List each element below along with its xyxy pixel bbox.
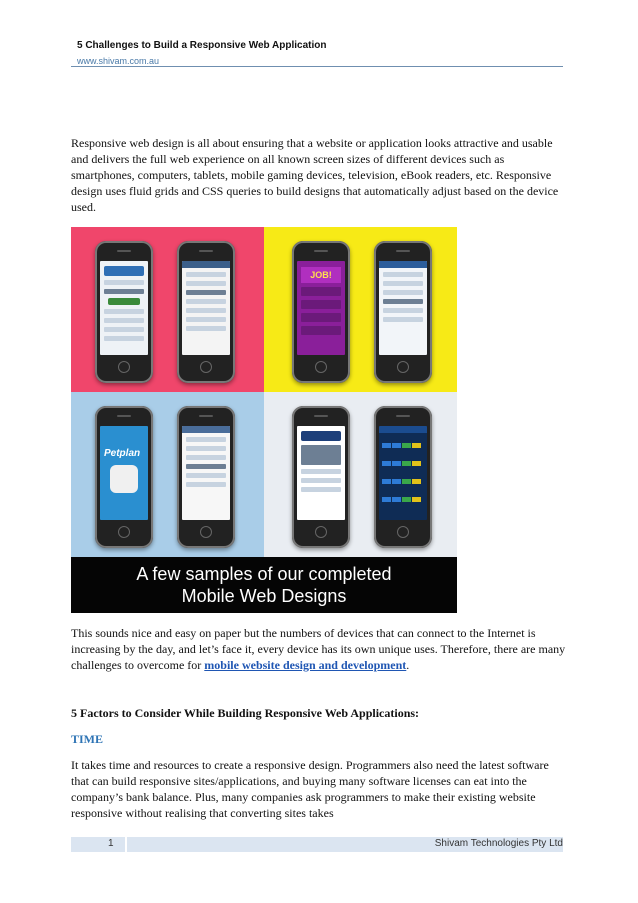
petplan-logo-text: Petplan xyxy=(104,448,141,459)
image-caption xyxy=(71,557,457,613)
mobile-design-link[interactable]: mobile website design and development xyxy=(204,658,407,672)
time-paragraph: It takes time and resources to create a responsive design. Programmers also need the latest software that can build responsive sites/applications, and buying many software licenses can eat into the company’s bank balance. Plus, many companies ask programmers to make their existing website responsive without realising that converting sites takes xyxy=(71,758,549,820)
phone-graphic xyxy=(177,241,235,383)
sample-panel-red xyxy=(71,227,264,392)
phone-graphic xyxy=(374,406,432,548)
document-header-title: 5 Challenges to Build a Responsive Web Application xyxy=(77,40,327,51)
caption-line-1: A few samples of our completed xyxy=(136,564,392,584)
phone-graphic xyxy=(177,406,235,548)
phone-graphic xyxy=(95,241,153,383)
caption-line-2: Mobile Web Designs xyxy=(181,586,347,606)
challenges-paragraph xyxy=(71,625,566,673)
intro-paragraph: Responsive web design is all about ensuring that a website or application looks attractive and usable and delivers the full web experience on all known screen sizes of different devices such as smartphones, computers, tablets, mobile gaming devices, television, eBook readers, etc. Responsive design uses fluid grids and CSS queries to build designs that automatically adjust based on the device used. xyxy=(71,136,559,214)
phone-graphic xyxy=(374,241,432,383)
sample-panel-yellow xyxy=(264,227,457,392)
footer-page-band xyxy=(71,837,125,852)
job-banner-text: JOB! xyxy=(301,267,341,283)
document-header-url: www.shivam.com.au xyxy=(77,56,160,66)
header-divider xyxy=(71,66,563,67)
phone-graphic xyxy=(292,406,350,548)
challenges-text: This sounds nice and easy on paper but the numbers of devices that can connect to the Internet is increasing by the day, and let’s face it, every device has its own unique uses. Therefore, there are many challenges to overcome for xyxy=(71,626,566,672)
phone-graphic xyxy=(292,241,350,383)
footer-company-name: Shivam Technologies Pty Ltd xyxy=(434,838,563,849)
page-number: 1 xyxy=(108,838,114,849)
phone-graphic xyxy=(95,406,153,548)
section-heading: 5 Factors to Consider While Building Responsive Web Applications: xyxy=(71,706,420,720)
challenges-end: . xyxy=(406,658,410,672)
section-subheading-time: TIME xyxy=(71,732,104,746)
sample-panel-grey xyxy=(264,392,457,557)
mobile-designs-image xyxy=(71,227,457,613)
sample-panel-blue xyxy=(71,392,264,557)
